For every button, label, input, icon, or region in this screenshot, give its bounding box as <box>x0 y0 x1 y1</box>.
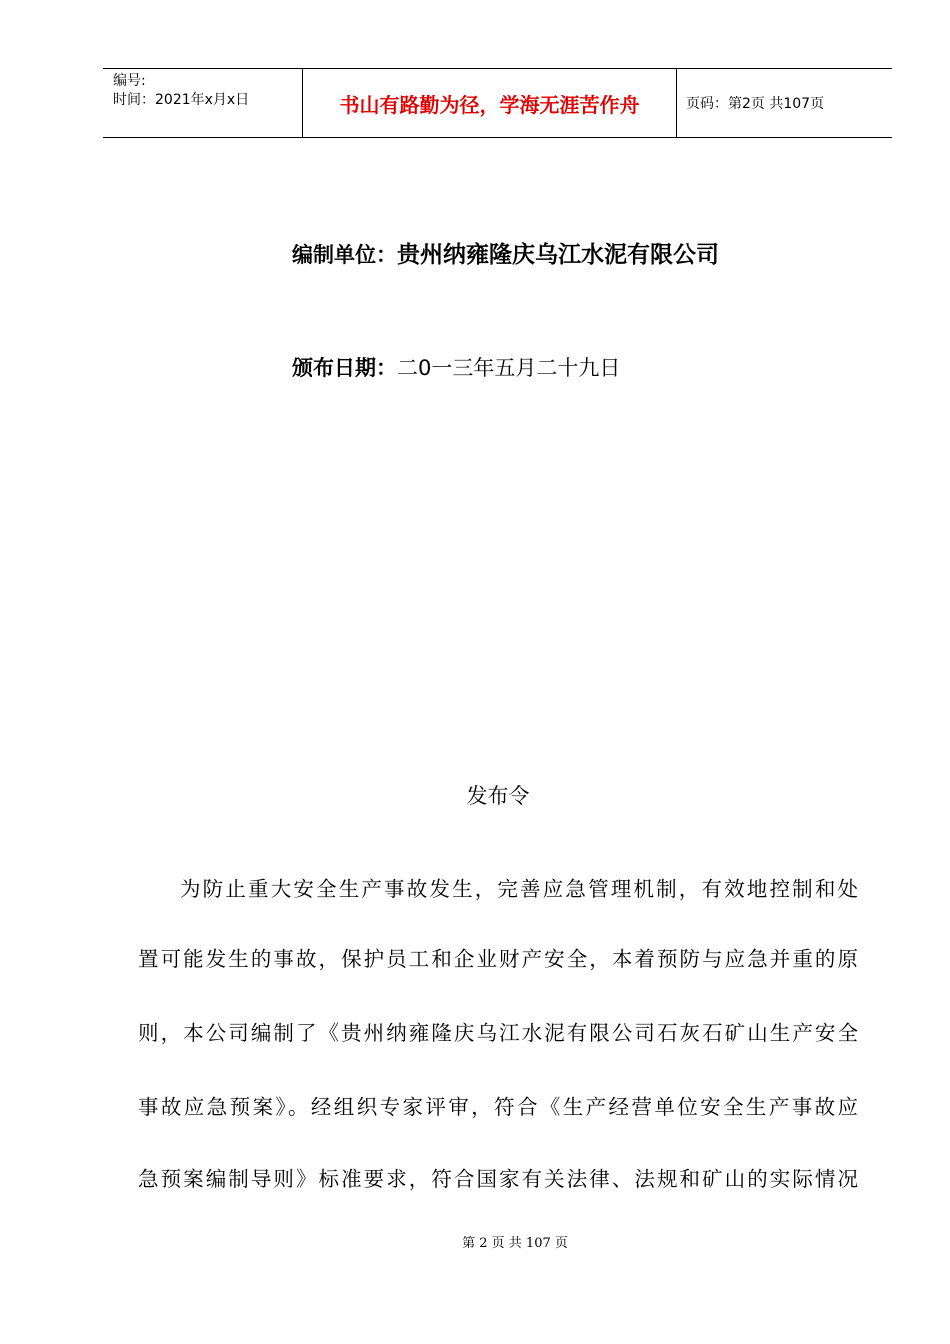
body-line: 则，本公司编制了《贵州纳雍隆庆乌江水泥有限公司石灰石矿山生产安全 <box>138 1021 858 1045</box>
header-left-cell <box>103 69 303 137</box>
body-line: 置可能发生的事故，保护员工和企业财产安全，本着预防与应急并重的原 <box>138 947 858 971</box>
header-motto: 书山有路勤为径，学海无涯苦作舟 <box>303 69 677 137</box>
compiling-unit-line <box>292 236 719 269</box>
issue-date-value: 二0一三年五月二十九日 <box>397 356 621 380</box>
issue-date-label: 颁布日期： <box>292 356 397 380</box>
body-line: 急预案编制导则》标准要求，符合国家有关法律、法规和矿山的实际情况 <box>138 1167 858 1191</box>
compiling-unit-value: 贵州纳雍隆庆乌江水泥有限公司 <box>397 242 719 268</box>
section-title: 发布令 <box>466 784 530 808</box>
page-footer: 第 2 页 共 107 页 <box>462 1236 568 1251</box>
header-page-info: 页码：第2页 共107页 <box>686 96 825 112</box>
page-header <box>103 68 892 138</box>
body-line: 事故应急预案》。经组织专家评审，符合《生产经营单位安全生产事故应 <box>138 1095 858 1119</box>
body-line: 为防止重大安全生产事故发生，完善应急管理机制，有效地控制和处 <box>180 877 858 901</box>
compiling-unit-label: 编制单位： <box>292 243 397 267</box>
header-number-label: 编号: <box>113 73 146 89</box>
header-time-label: 时间：2021年x月x日 <box>113 92 250 108</box>
issue-date-line <box>292 352 620 382</box>
